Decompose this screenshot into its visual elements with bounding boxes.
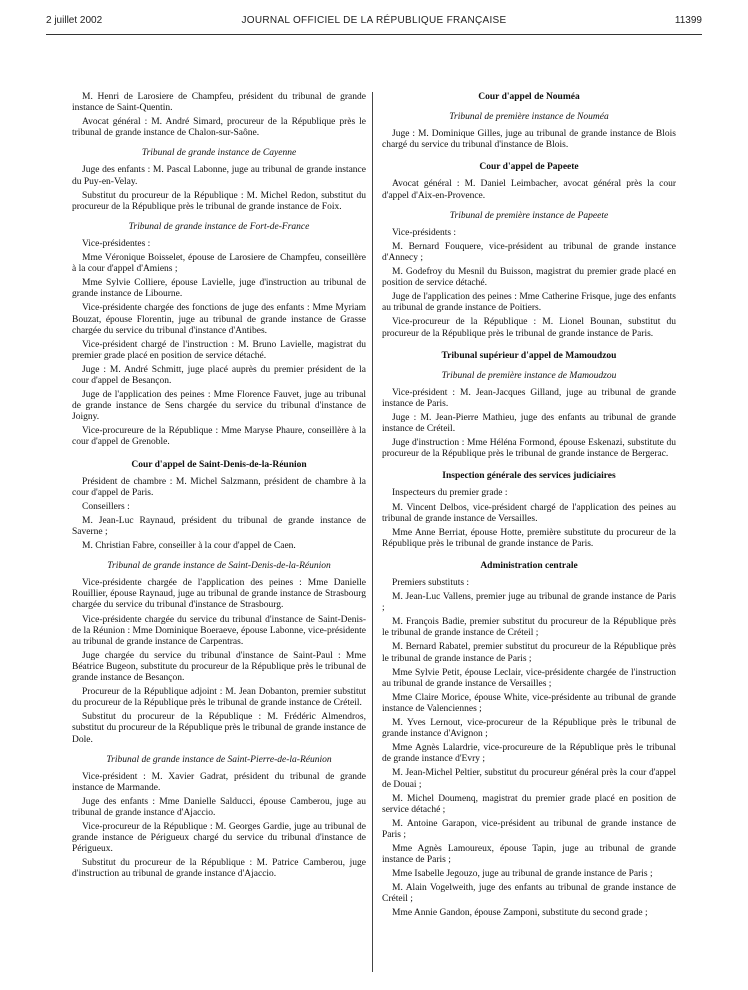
appointment-paragraph: Mme Agnès Lalardrie, vice-procureure de la République près le tribunal de grande instance d'Evry ; <box>382 743 676 765</box>
section-subheading: Tribunal de grande instance de Saint-Pierre-de-la-Réunion <box>106 754 332 765</box>
section-subheading: Tribunal de grande instance de Cayenne <box>141 148 297 159</box>
header-date: 2 juillet 2002 <box>46 15 103 26</box>
appointment-paragraph: M. François Badie, premier substitut du procureur de la République près le tribunal de grande instance de Créteil ; <box>382 617 676 639</box>
appointment-paragraph: Substitut du procureur de la République : M. Frédéric Almendros, substitut du procureur de la République près le tribunal de grande instance de Dole. <box>72 712 366 745</box>
appointment-paragraph: Mme Annie Gandon, épouse Zamponi, substitute du second grade ; <box>392 908 648 919</box>
appointment-paragraph: Juge chargée du service du tribunal d'instance de Saint-Paul : Mme Béatrice Bugeon, substitute du procureur de la République près le tribunal de grande instance de Besançon. <box>72 650 366 684</box>
appointment-paragraph: Mme Sylvie Colliere, épouse Lavielle, juge d'instruction au tribunal de grande instance de Libourne. <box>72 278 366 300</box>
section-subheading: Tribunal de première instance de Mamoudzou <box>441 370 617 381</box>
appointment-paragraph: Inspecteurs du premier grade : <box>392 488 508 499</box>
appointment-paragraph: Avocat général : M. Daniel Leimbacher, avocat général près la cour d'appel d'Aix-en-Provence. <box>382 179 676 201</box>
appointment-paragraph: Mme Sylvie Petit, épouse Leclair, vice-présidente chargée de l'instruction au tribunal de grande instance de Versailles ; <box>382 667 676 689</box>
appointment-paragraph: Premiers substituts : <box>392 578 470 588</box>
appointment-paragraph: Mme Claire Morice, épouse White, vice-présidente au tribunal de grande instance de Valenciennes ; <box>382 692 676 714</box>
section-heading: Cour d'appel de Saint-Denis-de-la-Réunion <box>131 459 307 470</box>
appointment-paragraph: Mme Agnès Lamoureux, épouse Tapin, juge au tribunal de grande instance de Paris ; <box>382 843 676 866</box>
appointment-paragraph: Vice-président chargé de l'instruction : M. Bruno Lavielle, magistrat du premier grade placé en position de service détaché. <box>72 339 366 361</box>
appointment-paragraph: M. Yves Lernout, vice-procureur de la République près le tribunal de grande instance d'Avignon ; <box>382 718 676 740</box>
appointment-paragraph: Juge des enfants : Mme Danielle Salducci, épouse Camberou, juge au tribunal de grande instance d'Ajaccio. <box>72 796 366 818</box>
appointment-paragraph: M. Jean-Luc Raynaud, président du tribunal de grande instance de Saverne ; <box>72 515 366 537</box>
appointment-paragraph: Mme Véronique Boisselet, épouse de Larosiere de Champfeu, conseillère à la cour d'appel d'Amiens ; <box>72 253 366 275</box>
column-divider <box>372 92 373 972</box>
appointment-paragraph: Juge de l'application des peines : Mme Catherine Frisque, juge des enfants au tribunal de grande instance de Poitiers. <box>382 292 676 314</box>
appointment-paragraph: Juge : M. Dominique Gilles, juge au tribunal de grande instance de Blois chargé du service du tribunal d'instance de Blois. <box>382 129 676 151</box>
appointment-paragraph: Vice-procureure de la République : Mme Maryse Phaure, conseillère à la cour d'appel de Grenoble. <box>72 426 366 448</box>
appointment-paragraph: Juge : M. André Schmitt, juge placé auprès du premier président de la cour d'appel de Besançon. <box>72 364 366 386</box>
appointment-paragraph: Vice-présidente chargée de l'application des peines : Mme Danielle Rouillier, épouse Raynaud, juge au tribunal de grande instance de Strasbourg chargée du service du tribunal d'instance de Strasbourg. <box>72 578 366 611</box>
section-heading: Cour d'appel de Nouméa <box>478 92 580 102</box>
section-heading: Administration centrale <box>480 560 578 571</box>
left-column <box>72 92 366 884</box>
header-journal-title: JOURNAL OFFICIEL DE LA RÉPUBLIQUE FRANÇAISE <box>241 15 507 26</box>
right-column <box>382 92 676 923</box>
section-heading: Inspection générale des services judiciaires <box>442 471 616 482</box>
appointment-paragraph: Vice-procureur de la République : M. Georges Gardie, juge au tribunal de grande instance de Périgueux chargé du service du tribunal d'instance de Périgueux. <box>72 822 366 855</box>
section-subheading: Tribunal de première instance de Papeete <box>449 210 609 221</box>
appointment-paragraph: Vice-présidente chargée des fonctions de juge des enfants : Mme Myriam Bouzat, épouse Florentin, juge au tribunal de grande instance de Grasse chargée du service du tribunal d'instance d'Antibes. <box>72 303 366 336</box>
appointment-paragraph: Juge : M. Jean-Pierre Mathieu, juge des enfants au tribunal de grande instance de Créteil. <box>382 412 676 435</box>
appointment-paragraph: M. Henri de Larosiere de Champfeu, président du tribunal de grande instance de Saint-Quentin. <box>72 92 366 114</box>
appointment-paragraph: Vice-président : M. Xavier Gadrat, président du tribunal de grande instance de Marmande. <box>72 771 366 793</box>
appointment-paragraph: M. Jean-Michel Peltier, substitut du procureur général près la cour d'appel de Douai ; <box>382 768 676 790</box>
appointment-paragraph: M. Vincent Delbos, vice-président chargé de l'application des peines au tribunal de grande instance de Versailles. <box>382 502 676 524</box>
appointment-paragraph: M. Bernard Rabatel, premier substitut du procureur de la République près le tribunal de grande instance de Paris ; <box>382 642 676 664</box>
header-page-number: 11399 <box>674 15 702 26</box>
appointment-paragraph: Vice-procureur de la République : M. Lionel Bounan, substitut du procureur de la République près le tribunal de grande instance de Paris. <box>382 317 676 339</box>
appointment-paragraph: M. Christian Fabre, conseiller à la cour d'appel de Caen. <box>82 541 296 552</box>
appointment-paragraph: Vice-présidente chargée du service du tribunal d'instance de Saint-Denis-de la Réunion : Mme Dominique Boeraeve, épouse Labonne, vice-présidente au tribunal de grande instance de Carpentras. <box>72 614 366 647</box>
section-heading: Tribunal supérieur d'appel de Mamoudzou <box>441 350 617 361</box>
section-subheading: Tribunal de grande instance de Saint-Denis-de-la-Réunion <box>107 561 331 572</box>
appointment-paragraph: M. Bernard Fouquere, vice-président au tribunal de grande instance d'Annecy ; <box>382 241 676 263</box>
appointment-paragraph: Vice-président : M. Jean-Jacques Gilland, juge au tribunal de grande instance de Paris. <box>382 387 676 409</box>
appointment-paragraph: M. Alain Vogelweith, juge des enfants au tribunal de grande instance de Créteil ; <box>382 883 676 905</box>
appointment-paragraph: Mme Anne Berriat, épouse Hotte, première substitute du procureur de la République près le tribunal de grande instance de Paris. <box>382 527 676 549</box>
appointment-paragraph: Mme Isabelle Jegouzo, juge au tribunal de grande instance de Paris ; <box>392 869 653 880</box>
appointment-paragraph: Substitut du procureur de la République : M. Michel Redon, substitut du procureur de la République près le tribunal de grande instance de Foix. <box>72 190 366 212</box>
appointment-paragraph: M. Michel Doumenq, magistrat du premier grade placé en position de service détaché ; <box>382 793 676 815</box>
appointment-paragraph: Substitut du procureur de la République : M. Patrice Camberou, juge d'instruction au tribunal de grande instance d'Ajaccio. <box>72 858 366 880</box>
appointment-paragraph: Juge d'instruction : Mme Héléna Formond, épouse Eskenazi, substitute du procureur de la République près le tribunal de grande instance de Bergerac. <box>382 438 676 460</box>
section-heading: Cour d'appel de Papeete <box>479 162 579 173</box>
appointment-paragraph: Conseillers : <box>82 501 130 512</box>
page-header <box>46 12 702 35</box>
section-subheading: Tribunal de grande instance de Fort-de-France <box>128 221 310 232</box>
section-subheading: Tribunal de première instance de Nouméa <box>449 112 609 123</box>
appointment-paragraph: Vice-présidentes : <box>82 238 151 249</box>
appointment-paragraph: Vice-présidents : <box>392 227 457 238</box>
appointment-paragraph: M. Jean-Luc Vallens, premier juge au tribunal de grande instance de Paris ; <box>382 592 676 614</box>
appointment-paragraph: M. Godefroy du Mesnil du Buisson, magistrat du premier grade placé en position de service détaché. <box>382 267 676 289</box>
appointment-paragraph: Juge de l'application des peines : Mme Florence Fauvet, juge au tribunal de grande instance de Sens chargée du service du tribunal d'instance de Joigny. <box>72 390 366 423</box>
appointment-paragraph: Avocat général : M. André Simard, procureur de la République près le tribunal de grande instance de Chalon-sur-Saône. <box>72 117 366 139</box>
appointment-paragraph: M. Antoine Garapon, vice-président au tribunal de grande instance de Paris ; <box>382 818 676 840</box>
appointment-paragraph: Juge des enfants : M. Pascal Labonne, juge au tribunal de grande instance du Puy-en-Velay. <box>72 165 366 187</box>
appointment-paragraph: Procureur de la République adjoint : M. Jean Dobanton, premier substitut du procureur de la République près le tribunal de grande instance de Créteil. <box>72 687 366 709</box>
appointment-paragraph: Président de chambre : M. Michel Salzmann, président de chambre à la cour d'appel de Paris. <box>72 476 366 498</box>
